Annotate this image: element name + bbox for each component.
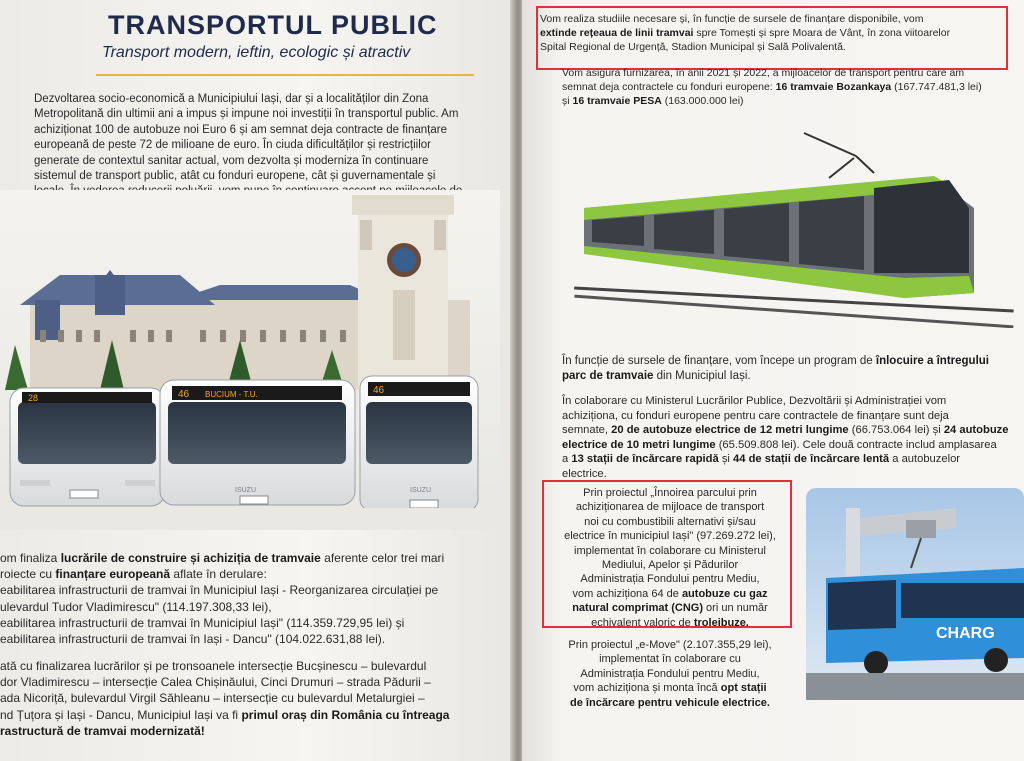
intro-line: Dezvoltarea socio-economică a Municipiului Iași, dar și a localităților din Zona	[34, 93, 429, 105]
ebus-side-label: CHARG	[936, 625, 995, 642]
bus-brand: ISUZU	[410, 487, 431, 494]
intro-line: Metropolitană din ultimii ani a impus și impune noi investiții în transportul public. Am	[34, 108, 459, 121]
intro-line: generate de contextul sanitar actual, vom dezvolta și moderniza în continuare	[34, 154, 429, 167]
intro-line: achiziționat 100 de autobuze noi Euro 6 și am semnat deja contracte de finanțare	[34, 123, 447, 136]
tram-cab-window	[874, 180, 969, 273]
bus-brand: ISUZU	[235, 487, 256, 494]
bus-right	[360, 376, 478, 511]
electric-bus-paragraph: În colaborare cu Ministerul Lucrărilor Publice, Dezvoltării și Administrației vom achiziționa, cu fonduri europene pentru care contractele de finanțare sunt deja semnate, 20 de autobuze electrice de 12 metri lungime (66.753.064 lei) și 24 autobuze electrice de 10 metri lungime (65.509.808 lei). Cele două contracte includ amplasarea a 13 stații de încărcare rapidă și 44 de stații de încărcare lentă a autobuzelor electrice.	[562, 395, 1009, 480]
emove-paragraph: Prin proiectul „e-Move" (2.107.355,29 lei), implementat în colaborare cu Administrația Fondului pentru Mediu, vom achiziționa și monta încă opt stații de încărcare pentru vehicule electrice.	[568, 639, 772, 709]
trams-paragraph: om finaliza lucrările de construire și achiziția de tramvaie aferente celor trei mari roiecte cu finanțare europeană aflate în derulare: eabilitarea infrastructurii de tramvai în Municipiul Iași - Reorganizarea circulației pe ulevardul Tudor Vladimirescu" (114.197.308,33 lei), eabilitarea infrastructurii de tramvai în Municipiul Iași" (114.359.729,95 lei) și eabilitarea infrastructurii de tramvai în Iași - Dancu" (104.022.631,88 lei).	[0, 550, 500, 647]
project-item: ulevardul Tudor Vladimirescu" (114.197.308,33 lei),	[0, 599, 272, 614]
intro-line: sistemul de transport public, atât cu fonduri europene, cât și guvernamentale și	[34, 170, 436, 183]
bus-left	[10, 388, 165, 506]
title-underline	[96, 74, 474, 76]
cng-bus-paragraph: Prin proiectul „Înnoirea parcului prin achiziționarea de mijloace de transport noi cu combustibili alternativi și/sau electrice în municipiul Iași" (97.269.272 lei), implementat în colaborare cu Ministerul Mediului, Apelor și Pădurilor Administrația Fondului pentru Mediu, vom achiziționa 64 de autobuze cu gaz natural comprimat (CNG) ori un număr echivalent valoric de troleibuze.	[564, 487, 776, 629]
tram-supply-paragraph: Vom asigura furnizarea, în anii 2021 și 2022, a mijloacelor de transport pentru care am semnat deja contractele cu fonduri europene: 16 tramvaie Bozankaya (167.747.481,3 lei) și 16 tramvaie PESA (163.000.000 lei)	[562, 67, 982, 107]
ebus-windshield	[828, 580, 896, 630]
bus-destination: BUCIUM - T.U.	[205, 390, 258, 399]
page-title: TRANSPORTUL PUBLIC	[108, 10, 438, 40]
charging-bus-photo	[806, 488, 1024, 700]
project-item: eabilitarea infrastructurii de tramvai în Municipiul Iași - Reorganizarea circulației pe	[0, 583, 439, 598]
page-subtitle: Transport modern, ieftin, ecologic și atractiv	[102, 44, 411, 61]
bus-route-number: 46	[178, 389, 190, 400]
intro-line: europeană de peste 72 de milioane de euro. În ciuda dificultăților și restricțiilor	[34, 139, 431, 152]
pantograph	[804, 133, 856, 156]
closing-paragraph: ată cu finalizarea lucrărilor și pe tronsoanele intersecție Bucșinescu – bulevardul dor Vladimirescu – intersecție Calea Chișinăului, Cinci Drumuri – strada Pădurii – ada Nicoriță, bulevardul Virgil Săhleanu – intersecție cu bulevardul Metalurgiei – nd Țuțora și Iași - Dancu, Municipiul Iași va fi primul oraș din România cu întreaga rastructură de tramvai modernizată!	[0, 659, 450, 738]
tram-photo	[574, 128, 1014, 328]
highlight-box-extend-tram	[536, 6, 1008, 70]
palace-and-buses-photo	[0, 190, 500, 530]
tram-replacement-paragraph: În funcție de sursele de finanțare, vom începe un program de înlocuire a întregului parc de tramvaie din Municipiul Iași.	[562, 355, 989, 382]
project-item: eabilitarea infrastructurii de tramvai în Municipiul Iași" (114.359.729,95 lei) și	[0, 615, 405, 630]
bus-route-number: 28	[28, 393, 39, 403]
extend-tram-paragraph: Vom realiza studiile necesare și, în funcție de sursele de finanțare disponibile, vom extinde rețeaua de linii tramvai spre Tomești și spre Moara de Vânt, în zona viitoarelor Spital Regional de Urgență, Stadion Municipal și Sală Polivalentă.	[540, 13, 951, 53]
right-page	[522, 0, 1024, 761]
bus-middle	[160, 380, 355, 505]
project-item: eabilitarea infrastructurii de tramvai în Iași - Dancu" (104.022.631,88 lei).	[0, 632, 386, 647]
bus-route-number: 46	[373, 385, 385, 396]
